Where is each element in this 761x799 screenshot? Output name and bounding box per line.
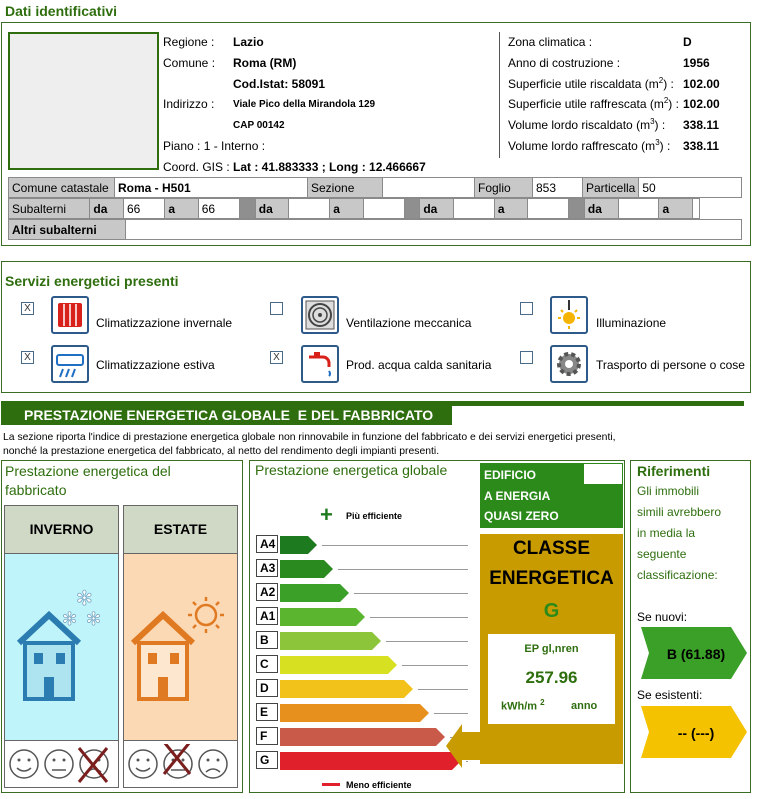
vol-raff-label-text: Volume lordo raffrescato (m [508,139,656,153]
service-label-1: Climatizzazione invernale [96,316,233,330]
summer-house-icon [128,585,238,735]
winter-smileys [7,744,117,784]
comune-catastale-label: Comune catastale [9,178,115,198]
sup-raff-close: ) : [668,97,679,111]
energy-class-arrow [280,727,446,747]
cadastre-table [8,177,742,198]
references-new-label: Se nuovi: [637,610,688,624]
references-existing-value: -- (---) [677,725,715,741]
zona-value: D [683,35,692,49]
cap-value: CAP 00142 [233,120,285,131]
sub-da-value-2 [289,199,330,219]
energy-class-guide-line [418,689,468,690]
gis-value: Lat : 41.883333 ; Long : 12.466667 [233,160,426,174]
energy-class-scale [256,535,471,775]
performance-title: PRESTAZIONE ENERGETICA GLOBALE E DEL FABBRICATO [24,407,434,423]
energy-class-arrow [280,679,414,699]
ep-unit-text: kWh/m [501,700,538,713]
cadastre-row-1 [9,178,742,198]
vol-risc-sup: 3 [650,117,655,126]
vol-raff-close: ) : [659,139,671,153]
ep-unit-sup: 2 [540,698,545,707]
svg-text:✻: ✻ [86,609,102,629]
gis-label: Coord. GIS : [163,160,230,174]
foglio-value: 853 [533,178,583,198]
anno-value: 1956 [683,56,710,70]
cod-istat: Cod.Istat: 58091 [233,77,326,91]
ep-label: EP gl,nren [524,643,579,655]
comune-catastale-value: Roma - H501 [115,178,308,198]
comune-label: Comune : [163,56,216,70]
sad-face-icon [199,750,227,778]
energy-class-label: G [256,751,278,769]
happy-face-icon [10,750,38,778]
references-text-3: in media la [637,526,696,540]
sub-da-label-3: da [420,199,454,219]
energy-class-guide-line [370,617,468,618]
energy-class-value: G [543,600,560,622]
energy-class-guide-line [434,713,468,714]
energy-class-row [256,559,471,579]
bulb-icon [550,296,588,334]
altri-row [9,220,742,240]
energy-class-row [256,535,471,555]
service-label-6: Trasporto di persone o cose [596,358,745,372]
sub-a-label-4: a [659,199,693,219]
energy-class-guide-line [402,665,468,666]
sup-risc-close: ) : [663,77,674,91]
vol-risc-value: 338.11 [683,118,720,132]
nzeb-checkbox [583,463,623,485]
vol-risc-label-text: Volume lordo riscaldato (m [508,118,651,132]
service-checkbox-5[interactable]: X [270,351,283,364]
energy-class-arrow [280,559,334,579]
energy-class-guide-line [322,545,468,546]
sup-raff-value: 102.00 [683,97,720,111]
sup-raff-label [508,96,679,111]
service-checkbox-3[interactable] [520,302,533,315]
references-title: Riferimenti [637,463,711,479]
particella-label: Particella [583,178,639,198]
energy-class-label: D [256,679,278,697]
energy-class-arrow [280,535,318,555]
performance-intro-2: nonché la prestazione energetica del fabbricato, al netto del rendimento degli impianti presenti. [3,446,440,457]
energy-class-label: A4 [256,535,278,553]
energy-class-label: C [256,655,278,673]
vol-risc-label [508,117,665,132]
energy-class-arrow [280,607,366,627]
energy-class-row [256,679,471,699]
ep-unit [501,698,545,713]
energy-class-arrow [280,631,382,651]
service-checkbox-4[interactable]: X [21,351,34,364]
energy-class-label: B [256,631,278,649]
service-checkbox-2[interactable] [270,302,283,315]
identification-divider [499,32,500,158]
building-title: Prestazione energetica del fabbricato [5,463,171,498]
neutral-face-icon [164,750,192,778]
subalterni-table [8,198,700,219]
nzeb-line-2: A ENERGIA [484,489,551,503]
altri-value [126,220,742,240]
altri-label: Altri subalterni [9,220,126,240]
more-efficient-label: Più efficiente [346,511,403,521]
energy-class-row [256,607,471,627]
sup-risc-value: 102.00 [683,77,720,91]
gear-icon [550,345,588,383]
more-efficient-plus-icon: + [320,502,333,527]
ep-value: 257.96 [525,668,578,687]
sun-icon [188,597,224,633]
energy-class-guide-line [338,569,468,570]
energy-class-label: F [256,727,278,745]
vol-risc-close: ) : [654,118,666,132]
sub-a-value-2 [363,199,404,219]
sub-separator-2 [404,199,420,219]
less-efficient-label: Meno efficiente [346,780,412,790]
energy-class-arrow [280,655,398,675]
sub-da-label-2: da [255,199,289,219]
references-text-4: seguente [637,547,687,561]
energy-class-label: E [256,703,278,721]
comune-value: Roma (RM) [233,56,297,70]
sub-a-label-3: a [494,199,527,219]
references-text-2: simili avrebbero [637,505,722,519]
performance-intro-1: La sezione riporta l'indice di prestazione energetica globale non rinnovabile in funzione del fabbricato e dei servizi energetici presenti, [3,432,616,443]
sup-raff-label-text: Superficie utile raffrescata (m [508,97,664,111]
subalterni-label: Subalterni [9,199,90,219]
sub-da-value-4 [618,199,659,219]
regione-label: Regione : [163,35,215,49]
identification-title: Dati identificativi [5,3,118,19]
sub-separator-3 [569,199,585,219]
sub-a-value-3 [528,199,569,219]
sub-separator-1 [240,199,256,219]
service-checkbox-1[interactable]: X [21,302,34,315]
service-label-4: Climatizzazione estiva [96,358,215,372]
fan-icon [301,296,339,334]
ac-icon [51,345,89,383]
nzeb-line-1: EDIFICIO [484,468,537,482]
svg-text:✻: ✻ [76,588,93,610]
service-label-5: Prod. acqua calda sanitaria [346,358,492,372]
sub-a-value-1: 66 [198,199,239,219]
energy-class-title-2: ENERGETICA [489,568,614,589]
svg-text:✻: ✻ [62,609,78,629]
energy-class-guide-line [354,593,468,594]
sup-risc-label [508,76,674,91]
summer-smileys [126,744,236,784]
sub-a-label-2: a [330,199,363,219]
sezione-label: Sezione [308,178,383,198]
references-text-5: classificazione: [637,568,718,582]
vol-raff-value: 338.11 [683,139,720,153]
piano-label: Piano : 1 - Interno : [163,139,266,153]
sub-da-label-4: da [584,199,618,219]
energy-class-row [256,703,471,723]
winter-house-icon [14,585,114,735]
altri-table [8,219,742,240]
energy-class-label: A1 [256,607,278,625]
references-existing-label: Se esistenti: [637,688,703,702]
global-title: Prestazione energetica globale [255,462,448,478]
service-label-3: Illuminazione [596,316,667,330]
energy-class-row [256,655,471,675]
energy-class-row [256,727,471,747]
sub-a-value-4 [693,199,700,219]
energy-class-row [256,583,471,603]
sup-raff-sup: 2 [663,96,669,105]
energy-class-row [256,751,471,771]
class-pointer-arrow-icon [446,724,480,768]
vol-raff-label [508,138,670,153]
energy-class-label: A3 [256,559,278,577]
energy-class-title-1: CLASSE [512,538,591,559]
energy-class-row [256,631,471,651]
radiator-icon [51,296,89,334]
energy-class-arrow [280,583,350,603]
service-checkbox-6[interactable] [520,351,533,364]
energy-class-guide-line [386,641,468,642]
sup-risc-sup: 2 [658,76,664,85]
sub-da-value-3 [453,199,494,219]
sub-a-label-1: a [165,199,198,219]
regione-value: Lazio [233,35,264,49]
energy-class-arrow [280,751,462,771]
happy-face-icon [129,750,157,778]
anno-label: Anno di costruzione : [508,56,621,70]
neutral-face-icon [45,750,73,778]
subalterni-row [9,199,700,219]
photo-placeholder [8,32,159,170]
service-label-2: Ventilazione meccanica [346,316,472,330]
sup-risc-label-text: Superficie utile riscaldata (m [508,77,659,91]
faucet-icon [301,345,339,383]
sub-da-value-1: 66 [123,199,164,219]
energy-class-arrow [280,703,430,723]
less-efficient-minus-icon [322,783,340,786]
energy-class-label: A2 [256,583,278,601]
nzeb-line-3: QUASI ZERO [484,509,559,523]
references-text-1: Gli immobili [637,484,700,498]
sezione-value [383,178,475,198]
ep-unit-2: anno [571,700,598,712]
indirizzo-value: Viale Pico della Mirandola 129 [233,99,376,110]
indirizzo-label: Indirizzo : [163,97,215,111]
services-title: Servizi energetici presenti [5,273,179,289]
summer-header: ESTATE [124,506,237,554]
references-new-value: B (61.88) [666,646,726,662]
particella-value: 50 [639,178,742,198]
foglio-label: Foglio [475,178,533,198]
vol-raff-sup: 3 [655,138,660,147]
winter-header: INVERNO [5,506,118,554]
sub-da-label-1: da [90,199,124,219]
zona-label: Zona climatica : [508,35,593,49]
